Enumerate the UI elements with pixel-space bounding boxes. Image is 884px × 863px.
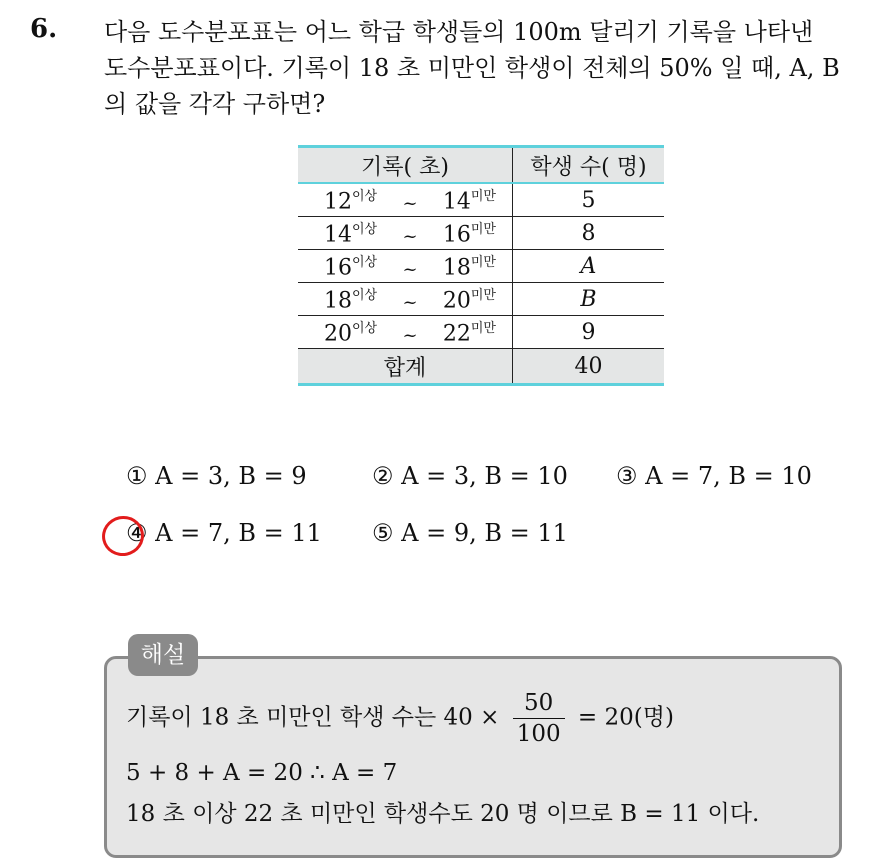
range-from: $12^{이상}$ (324, 189, 378, 215)
table-row (298, 250, 664, 283)
total-row (298, 349, 664, 385)
range-to: $20^{미만}$ (442, 288, 496, 314)
record-range (298, 217, 513, 250)
record-range (298, 283, 513, 316)
range-from: $14^{이상}$ (324, 222, 378, 248)
student-count: B (513, 283, 665, 316)
record-range (298, 183, 513, 217)
table-row (298, 217, 664, 250)
explanation-line-2: 5 + 8 + A = 20 ∴ A = 7 (126, 760, 398, 786)
record-range (298, 316, 513, 349)
student-count: 8 (513, 217, 665, 250)
table-row (298, 316, 664, 349)
student-count: 5 (513, 183, 665, 217)
choice-1[interactable]: ① A = 3, B = 9 (126, 462, 307, 490)
range-from: $20^{이상}$ (324, 321, 378, 347)
total-label: 합계 (298, 349, 513, 385)
student-count: 9 (513, 316, 665, 349)
range-from: $16^{이상}$ (324, 255, 378, 281)
range-to: $14^{미만}$ (442, 189, 496, 215)
student-count: A (513, 250, 665, 283)
range-tilde: ~ (402, 324, 418, 346)
fraction (513, 688, 565, 749)
range-to: $22^{미만}$ (442, 321, 496, 347)
frequency-table (298, 145, 664, 386)
table-row (298, 183, 664, 217)
explanation-line-1-suffix: = 20(명) (577, 704, 674, 731)
explanation-line-1-prefix: 기록이 18 초 미만인 학생 수는 40 × (126, 704, 500, 731)
question-number: 6. (30, 14, 58, 44)
explanation-tag: 해설 (128, 634, 198, 676)
range-tilde: ~ (402, 291, 418, 313)
header-count: 학생 수( 명) (513, 147, 665, 184)
range-tilde: ~ (402, 258, 418, 280)
explanation-line-1 (126, 688, 674, 749)
range-to: $16^{미만}$ (442, 222, 496, 248)
choice-2[interactable]: ② A = 3, B = 10 (372, 462, 568, 490)
question-line-2: 도수분포표이다. 기록이 18 초 미만인 학생이 전체의 50% 일 때, A, B (104, 54, 840, 82)
range-tilde: ~ (402, 225, 418, 247)
question-line-3: 의 값을 각각 구하면? (104, 90, 326, 118)
range-from: $18^{이상}$ (324, 288, 378, 314)
explanation-line-3: 18 초 이상 22 초 미만인 학생수도 20 명 이므로 B = 11 이다. (126, 801, 760, 827)
fraction-numerator: 50 (513, 688, 565, 719)
question-line-1: 다음 도수분포표는 어느 학급 학생들의 100m 달리기 기록을 나타낸 (104, 18, 814, 46)
question-text (104, 14, 864, 122)
table-row (298, 283, 664, 316)
fraction-denominator: 100 (516, 721, 561, 747)
range-to: $18^{미만}$ (442, 255, 496, 281)
choice-4[interactable]: ④ A = 7, B = 11 (126, 519, 322, 547)
choice-3[interactable]: ③ A = 7, B = 10 (616, 462, 812, 490)
header-record: 기록( 초) (298, 147, 513, 184)
range-tilde: ~ (402, 192, 418, 214)
record-range (298, 250, 513, 283)
choice-5[interactable]: ⑤ A = 9, B = 11 (372, 519, 568, 547)
total-value: 40 (513, 349, 665, 385)
